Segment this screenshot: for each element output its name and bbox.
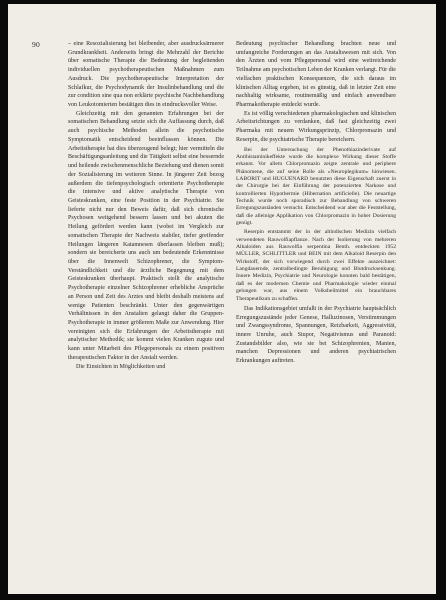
small-print-paragraph: Reserpin entstammt der in der altindischen Medizin vielfach verwendeten Rauwolfiapflanze. Nach der Isolierung von mehreren Alkaloiden aus Rauwolfia serpentina Benth. entdeckten 1952 MÜLLER, SCHLITTLER und BEIN mit dem Alkaloid Reserpin den Wirkstoff, der sich vorwiegend durch zwei Effekte auszeichnet: Langdauernde, zentralbedingte Beruhigung und Blutdrucksenkung. Innere Medizin, Psychiatrie und Neurologie konnten bald bestätigen, daß es der modernen Chemie und Pharmakologie wieder einmal gelungen war, aus einem Volksheilmittel ein brauchbares Therapeutikum zu schaffen. [236,229,396,302]
paragraph: Es ist völlig verschiedenen pharmakologischen und klinischen Arbeitsrichtungen zu verdanken, daß fast gleichzeitig zwei Pharmaka mit neuem Wirkungsprinzip, Chlorpromazin und Reserpin, die psychiatrische Therapie bereichern. [236,110,396,143]
paragraph: Bedeutung psychischer Behandlung brachten neue und umfangreiche Forderungen an das Anstaltswesen mit sich. Von den Ärzten und vom Pflegepersonal wird eine weitreichende Teilnahme am psychotischen Leben der Kranken verlangt. Für die vielfachen praktischen Konsequenzen, die sich daraus im klinischen Alltag ergeben, ist es günstig, daß in letzter Zeit eine nachhaltig wirksame, routinemäßig und einfach anwendbare Pharmakotherapie entdeckt wurde. [236,41,396,109]
paragraph: Gleichzeitig mit den genannten Erfahrungen bei der somatischen Behandlung setzte sich die Auffassung durch, daß auch psychische Methoden allein die psychotische Symptomatik entscheidend beeinflussen können. Die Arbeitstherapie hat dies überzeugend belegt; hier vermitteln die Beschäftigungsanleitung und die Tätigkeit selbst eine bessernde und heilende zwischenmenschliche Beziehung und dienen somit der Sozialisierung im weiteren Sinne. In jüngerer Zeit bezog außerdem die tiefenpsychologisch orientierte Psychotherapie die intensive und aktive analytische Therapie von Geisteskranken, eine feste Position in der Psychiatrie. Sie lieferte nicht nur den Beweis dafür, daß sich chronische Psychosen weitgehend bessern lassen und bei akuten die Heilung gefördert werden kann (wobei im Vergleich zur somatischen Therapie der Nachweis stabiler, tiefer greifender Heilungen längeren Katamnesen überlassen bleiben muß); sondern sie bereicherte uns auch um bedeutende Erkenntnisse über die Innenwelt Schizophrener, die Symptom-Verständlichkeit und die ärztliche Begegnung mit dem Geisteskranken überhaupt. Praktisch stellt die analytische Psychotherapie einzelner Schizophrener erhebliche Ansprüche an Person und Zeit des Arztes und bleibt deshalb meistens auf wenige Patienten beschränkt. Unter den gegenwärtigen Verhältnissen in den Anstalten gelangt daher die Gruppen-Psychotherapie in immer größerem Maße zur Anwendung. Hier vereinigten sich die Erfahrungen der Arbeitstherapie mit analytischer Methodik; sie kommt vielen Kranken zugute und kann unter Mitarbeit des Pflegepersonals zu einem positiven therapeutischen Faktor in der Anstalt werden. [68,110,224,361]
book-page [8,4,436,594]
small-print-paragraph: Bei der Untersuchung der Phenothiazinderivate auf Antihistaminikeffekte wurde die komplexe Wirkung dieser Stoffe erkannt. Vor allem Chlorpromazin zeigte zentrale und periphere Phänomene, die auf seine Rolle als »Neuroplegikum« hinwiesen. LABORIT und HUGUENARD benutzten diese Eigenschaft zuerst in der Chirurgie bei der Einführung der potenzierten Narkose und kontrollierten Hypothermie (Hibernation artificielle). Die neuartige Technik wurde noch sporadisch zur Behandlung von schweren Erregungszuständen versucht. Entscheidend war aber die Feststellung, daß die alleinige Applikation von Chlorpromazin in hoher Dosierung genügt. [236,146,396,227]
left-text-column [68,40,224,371]
page-number: 90 [32,40,40,49]
paragraph: Die Einsichten in Möglichkeiten und [76,363,166,370]
paragraph: Das Indikationsgebiet umfaßt in der Psychiatrie hauptsächlich Erregungszustände jeder Genese, Halluzinosen, Verstimmungen und Zwangssyndrome, Spannungen, Reizbarkeit, Aggressivität, innere Unruhe, auch Stupor, Negativismus und Paranoid: Zustandsbilder also, wie sie bei Schizophrenien, Manien, manchen Depressionen und anderen psychiatrischen Erkrankungen auftreten. [236,305,396,365]
right-text-column [236,40,396,366]
paragraph: – eine Resozialisierung bei bleibender, aber ausdrucksärmerer Grundkrankheit. Anderseits bringt die Mehrzahl der Berichte über somatische Therapie die Bedeutung der begleitenden individuellen psychotherapeutischen Maßnahmen zum Ausdruck. Die psychotherapeutische Interpretation der Schlafkur, die Psychodynamik der Insulinbehandlung und die zur condition sine qua non erklärte psychische Nachbehandlung von Leukotomierten bestätigen dies in eindrucksvoller Weise. [68,41,224,109]
